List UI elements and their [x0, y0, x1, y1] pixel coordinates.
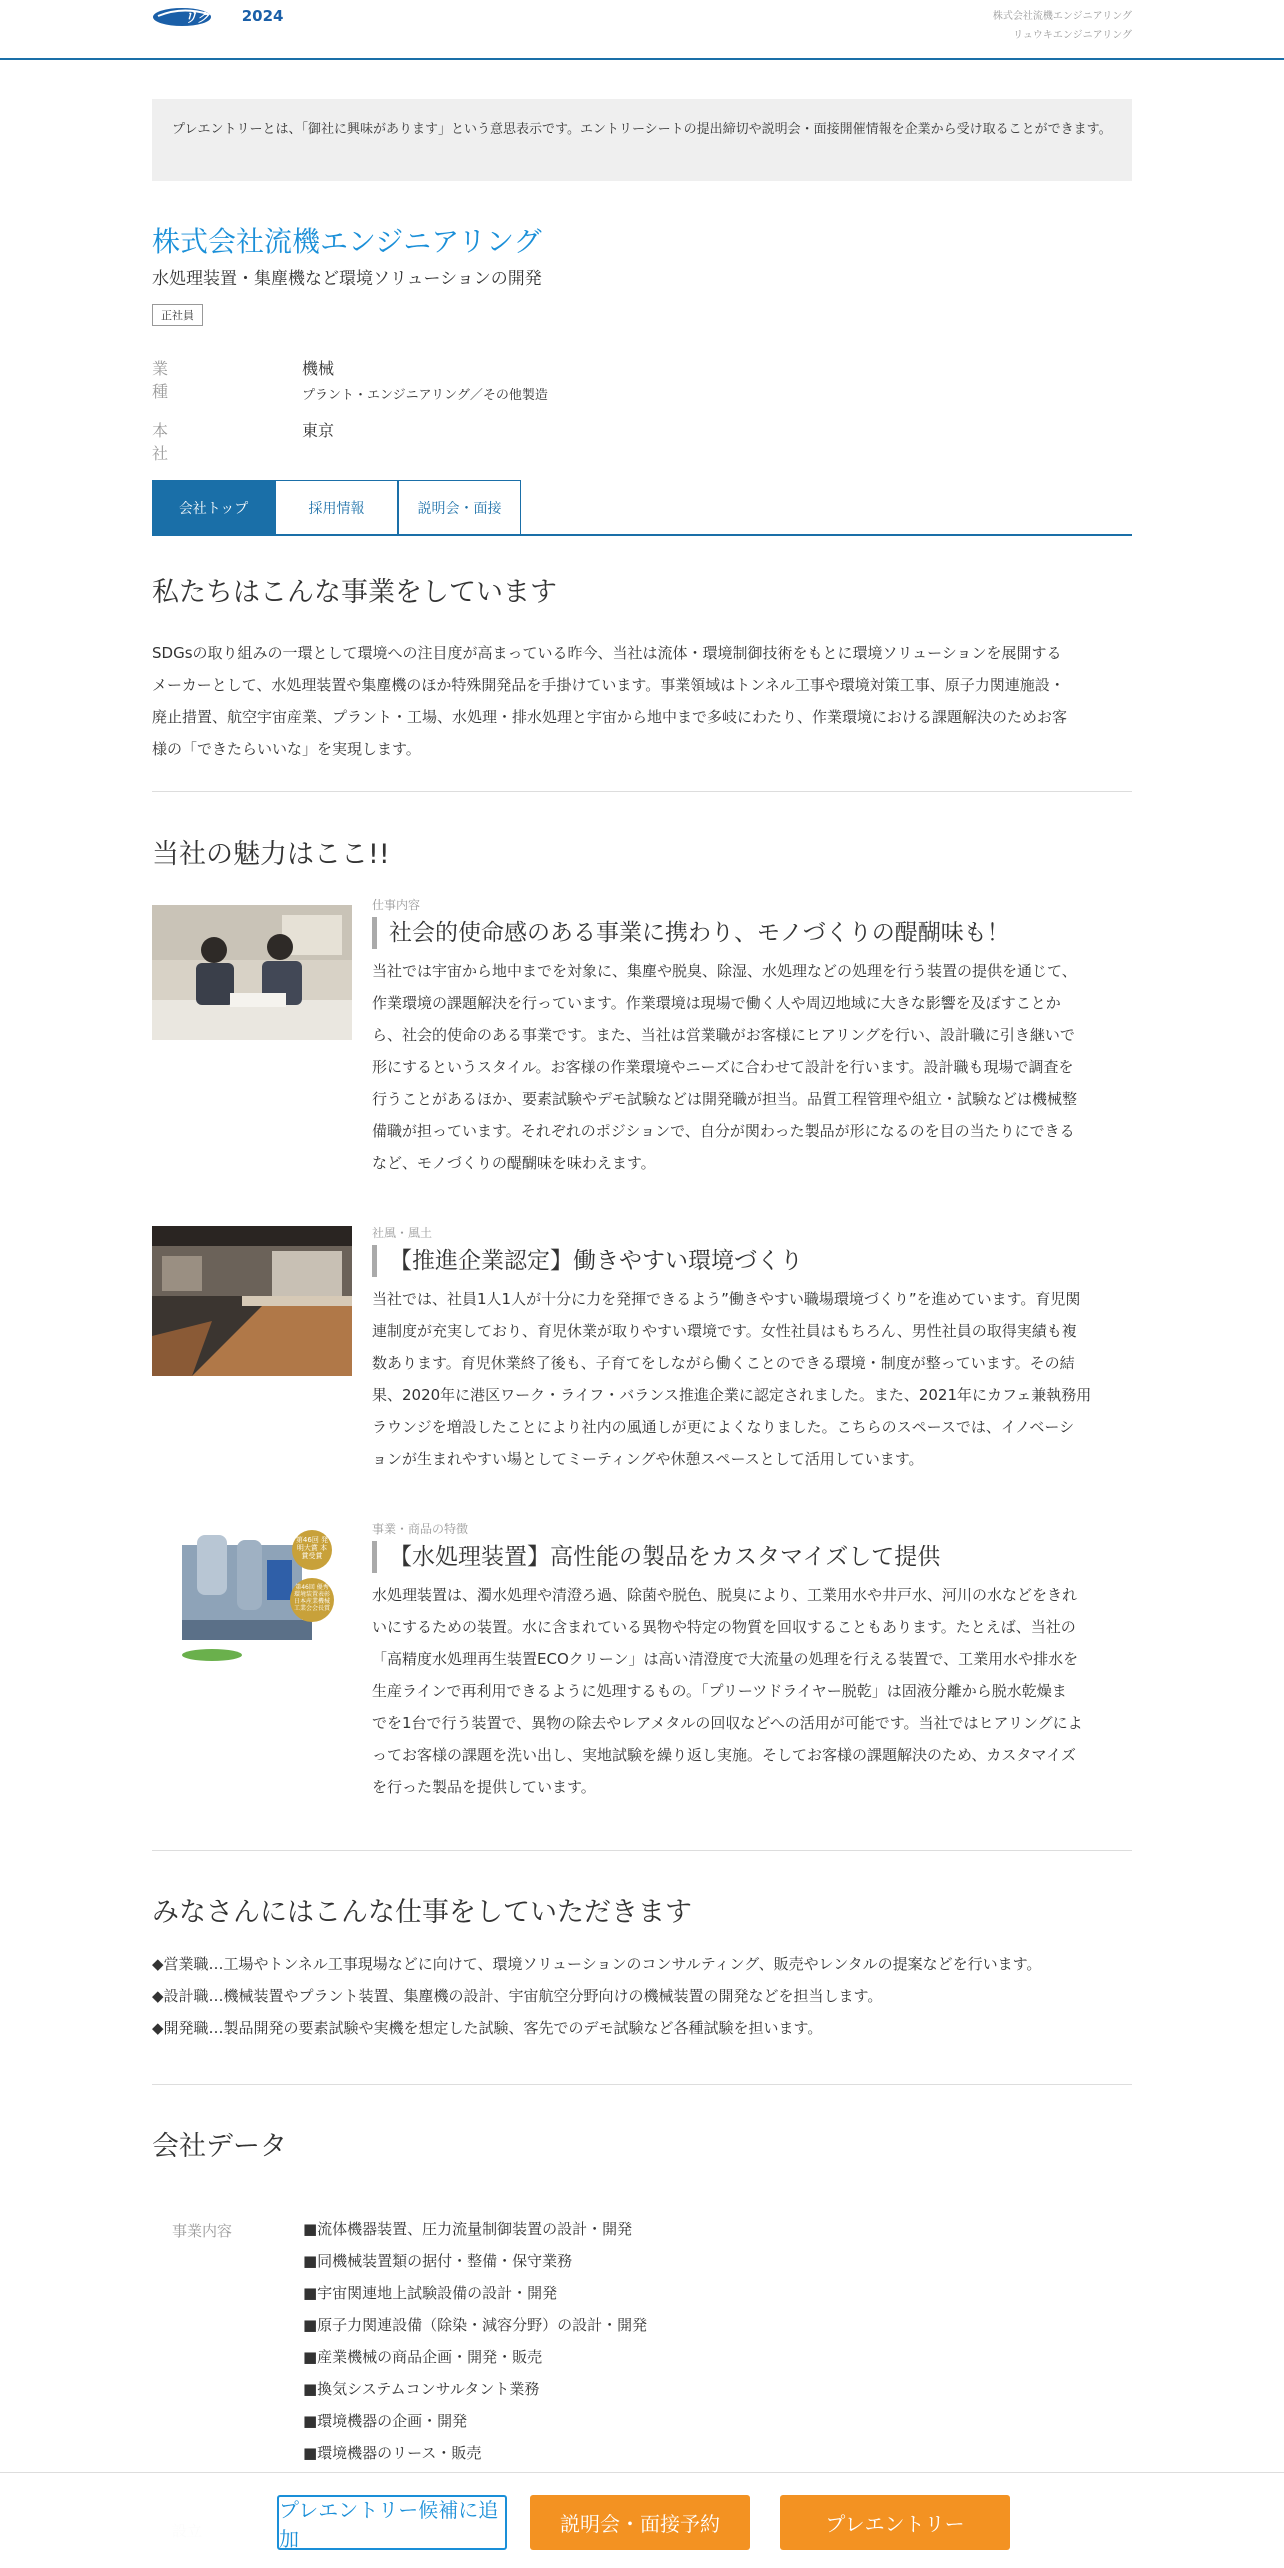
feature-3	[372, 1520, 1132, 1803]
hq-label: 本社	[152, 421, 169, 463]
site-header	[0, 0, 1284, 60]
feature-line: 生産ラインで再利用できるように処理するもの。「プリーツドライヤー脱乾」は固液分離から脱水乾燥ま	[372, 1682, 1067, 1700]
lounge-photo-image	[152, 1226, 352, 1376]
data-list	[303, 2213, 647, 2469]
feature-photo-meeting	[152, 905, 352, 1040]
company-tabs	[152, 480, 1132, 536]
feature-category: 仕事内容	[372, 898, 421, 912]
feature-category: 事業・商品の特徴	[372, 1522, 469, 1536]
action-bar	[0, 2472, 1284, 2568]
feature-line: ョンが生まれやすい場としてミーティングや休憩スペースとして活用しています。	[372, 1450, 924, 1468]
appeal-heading: 当社の魅力はここ!!	[152, 839, 390, 870]
data-list-item: ■宇宙関連地上試験設備の設計・開発	[303, 2284, 558, 2302]
job-item: ◆営業職…工場やトンネル工事現場などに向けて、環境ソリューションのコンサルティング、販売やレンタルの提案などを行います。	[152, 1955, 1042, 1973]
pre-entry-notice: プレエントリーとは、「御社に興味があります」という意思表示です。エントリーシートの提出締切や説明会・面接開催情報を企業から受け取ることができます。	[152, 99, 1132, 181]
business-line: SDGsの取り組みの一環として環境への注目度が高まっている昨今、当社は流体・環境制御技術をもとに環境ソリューションを展開する	[152, 644, 1062, 662]
feature-line: 水処理装置は、濁水処理や清澄ろ過、除菌や脱色、脱臭により、工業用水や井戸水、河川の水などをきれ	[372, 1586, 1078, 1604]
jobs-list	[152, 1948, 1132, 2044]
feature-body	[372, 955, 1132, 1179]
feature-line: いにするための装置。水に含まれている異物や特定の物質を回収することもあります。たとえば、当社の	[372, 1618, 1076, 1636]
business-content-label: 事業内容	[172, 2222, 233, 2240]
feature-line: など、モノづくりの醍醐味を味わえます。	[372, 1154, 656, 1172]
feature-line: でを1台で行う装置で、異物の除去やレアメタルの回収などへの活用が可能です。当社ではヒアリングによ	[372, 1714, 1083, 1732]
feature-line: 形にするというスタイル。お客様の作業環境やニーズに合わせて設計を行います。設計職も現場で調査を	[372, 1058, 1074, 1076]
feature-line: 連制度が充実しており、育児休業が取りやすい環境です。女性社員はもちろん、男性社員の取得実績も複	[372, 1322, 1077, 1340]
award-badge-bottom: 第46回 優秀 環境装置表彰 日本産業機械工業会会長賞	[293, 1584, 330, 1612]
business-heading: 私たちはこんな事業をしています	[152, 577, 557, 608]
feature-line: 備職が担っています。それぞれのポジションで、自分が関わった製品が形になるのを目の当たりにできる	[372, 1122, 1075, 1140]
tab-company-top[interactable]: 会社トップ	[152, 480, 275, 534]
add-pre-entry-candidate-button[interactable]: プレエントリー候補に追加	[277, 2495, 507, 2550]
data-list-item: ■換気システムコンサルタント業務	[303, 2380, 540, 2398]
data-list-item: ■同機械装置類の据付・整備・保守業務	[303, 2252, 573, 2270]
industry-sub: プラント・エンジニアリング／その他製造	[302, 388, 548, 403]
section-divider	[152, 1850, 1132, 1851]
data-list-item: ■流体機器装置、圧力流量制御装置の設計・開発	[303, 2220, 633, 2238]
industry-value: 機械	[302, 359, 335, 378]
feature-title: 社会的使命感のある事業に携わり、モノづくりの醍醐味も！	[372, 917, 1132, 949]
feature-1	[372, 896, 1132, 1179]
header-company-info	[993, 7, 1132, 45]
feature-line: 行うことがあるほか、要素試験やデモ試験などは開発職が担当。品質工程管理や組立・試験などは機械整	[372, 1090, 1078, 1108]
hq-value: 東京	[302, 421, 335, 440]
data-list-item: ■環境機器の企画・開発	[303, 2412, 468, 2430]
section-divider	[152, 791, 1132, 792]
jobs-heading: みなさんにはこんな仕事をしていただきます	[152, 1897, 692, 1928]
award-badge-top: 第46回 発明大賞 本賞受賞	[295, 1536, 329, 1560]
job-item: ◆設計職…機械装置やプラント装置、集塵機の設計、宇宙航空分野向けの機械装置の開発などを担当します。	[152, 1987, 883, 2005]
feature-title: 【水処理装置】高性能の製品をカスタマイズして提供	[372, 1541, 1132, 1573]
feature-line: 果、2020年に港区ワーク・ライフ・バランス推進企業に認定されました。また、2021年にカフェ兼執務用	[372, 1386, 1092, 1404]
header-company-kana: リュウキエンジニアリング	[1013, 30, 1132, 41]
business-text	[152, 637, 1132, 765]
data-list-item: ■産業機械の商品企画・開発・販売	[303, 2348, 543, 2366]
section-divider	[152, 2084, 1132, 2085]
feature-line: を行った製品を提供しています。	[372, 1778, 596, 1796]
employment-tag: 正社員	[152, 304, 203, 326]
company-tagline: 水処理装置・集塵機など環境ソリューションの開発	[152, 269, 542, 289]
header-company-name: 株式会社流機エンジニアリング	[992, 11, 1132, 22]
feature-title: 【推進企業認定】働きやすい環境づくり	[372, 1245, 1132, 1277]
industry-label: 業種	[152, 359, 169, 401]
feature-line: ってお客様の課題を洗い出し、実地試験を繰り返し実施。そしてお客様の課題解決のため、カスタマイズ	[372, 1746, 1076, 1764]
feature-line: ラウンジを増設したことにより社内の風通しが更によくなりました。こちらのスペースでは、イノベーシ	[372, 1418, 1075, 1436]
logo-year: 2024	[241, 7, 284, 25]
feature-line: 数あります。育児休業終了後も、子育てをしながら働くことのできる環境・制度が整っています。その結	[372, 1354, 1075, 1372]
business-line: 廃止措置、航空宇宙産業、プラント・工場、水処理・排水処理と宇宙から地中まで多岐にわたり、作業環境における課題解決のためお客	[152, 708, 1068, 726]
feature-photo-lounge	[152, 1226, 352, 1376]
company-data-heading: 会社データ	[152, 2131, 287, 2162]
reserve-seminar-button[interactable]: 説明会・面接予約	[530, 2495, 750, 2550]
tab-seminar-interview[interactable]: 説明会・面接	[398, 480, 521, 534]
feature-line: 当社では宇宙から地中までを対象に、集塵や脱臭、除湿、水処理などの処理を行う装置の提供を通じて、	[372, 962, 1077, 980]
data-list-item: ■原子力関連設備（除染・減容分野）の設計・開発	[303, 2316, 648, 2334]
feature-body	[372, 1579, 1132, 1803]
feature-category: 社風・風土	[372, 1226, 433, 1240]
feature-body	[372, 1283, 1132, 1475]
logo-text: リクナビ	[184, 10, 236, 26]
business-line: 様の「できたらいいな」を実現します。	[152, 740, 421, 758]
meeting-photo-image	[152, 905, 352, 1040]
company-name: 株式会社流機エンジニアリング	[152, 225, 542, 258]
feature-line: 「高精度水処理再生装置ECOクリーン」は高い清澄度で大流量の処理を行える装置で、工業用水や排水を	[372, 1650, 1079, 1668]
feature-line: 作業環境の課題解決を行っています。作業環境は現場で働く人や周辺地域に大きな影響を及ぼすことか	[372, 994, 1061, 1012]
data-list-item: ■環境機器のリース・販売	[303, 2444, 482, 2462]
tab-recruitment[interactable]: 採用情報	[275, 480, 398, 534]
feature-2	[372, 1224, 1132, 1475]
rikunabi-logo[interactable]	[152, 4, 284, 28]
job-item: ◆開発職…製品開発の要素試験や実機を想定した試験、客先でのデモ試験など各種試験を担います。	[152, 2019, 823, 2037]
feature-line: 当社では、社員1人1人が十分に力を発揮できるよう”働きやすい職場環境づくり”を進めています。育児関	[372, 1290, 1081, 1308]
pre-entry-button[interactable]: プレエントリー	[780, 2495, 1010, 2550]
feature-photo-equipment	[152, 1520, 352, 1670]
feature-line: ら、社会的使命のある事業です。また、当社は営業職がお客様にヒアリングを行い、設計職に引き継いで	[372, 1026, 1075, 1044]
business-line: メーカーとして、水処理装置や集塵機のほか特殊開発品を手掛けています。事業領域はトンネル工事や環境対策工事、原子力関連施設・	[152, 676, 1065, 694]
